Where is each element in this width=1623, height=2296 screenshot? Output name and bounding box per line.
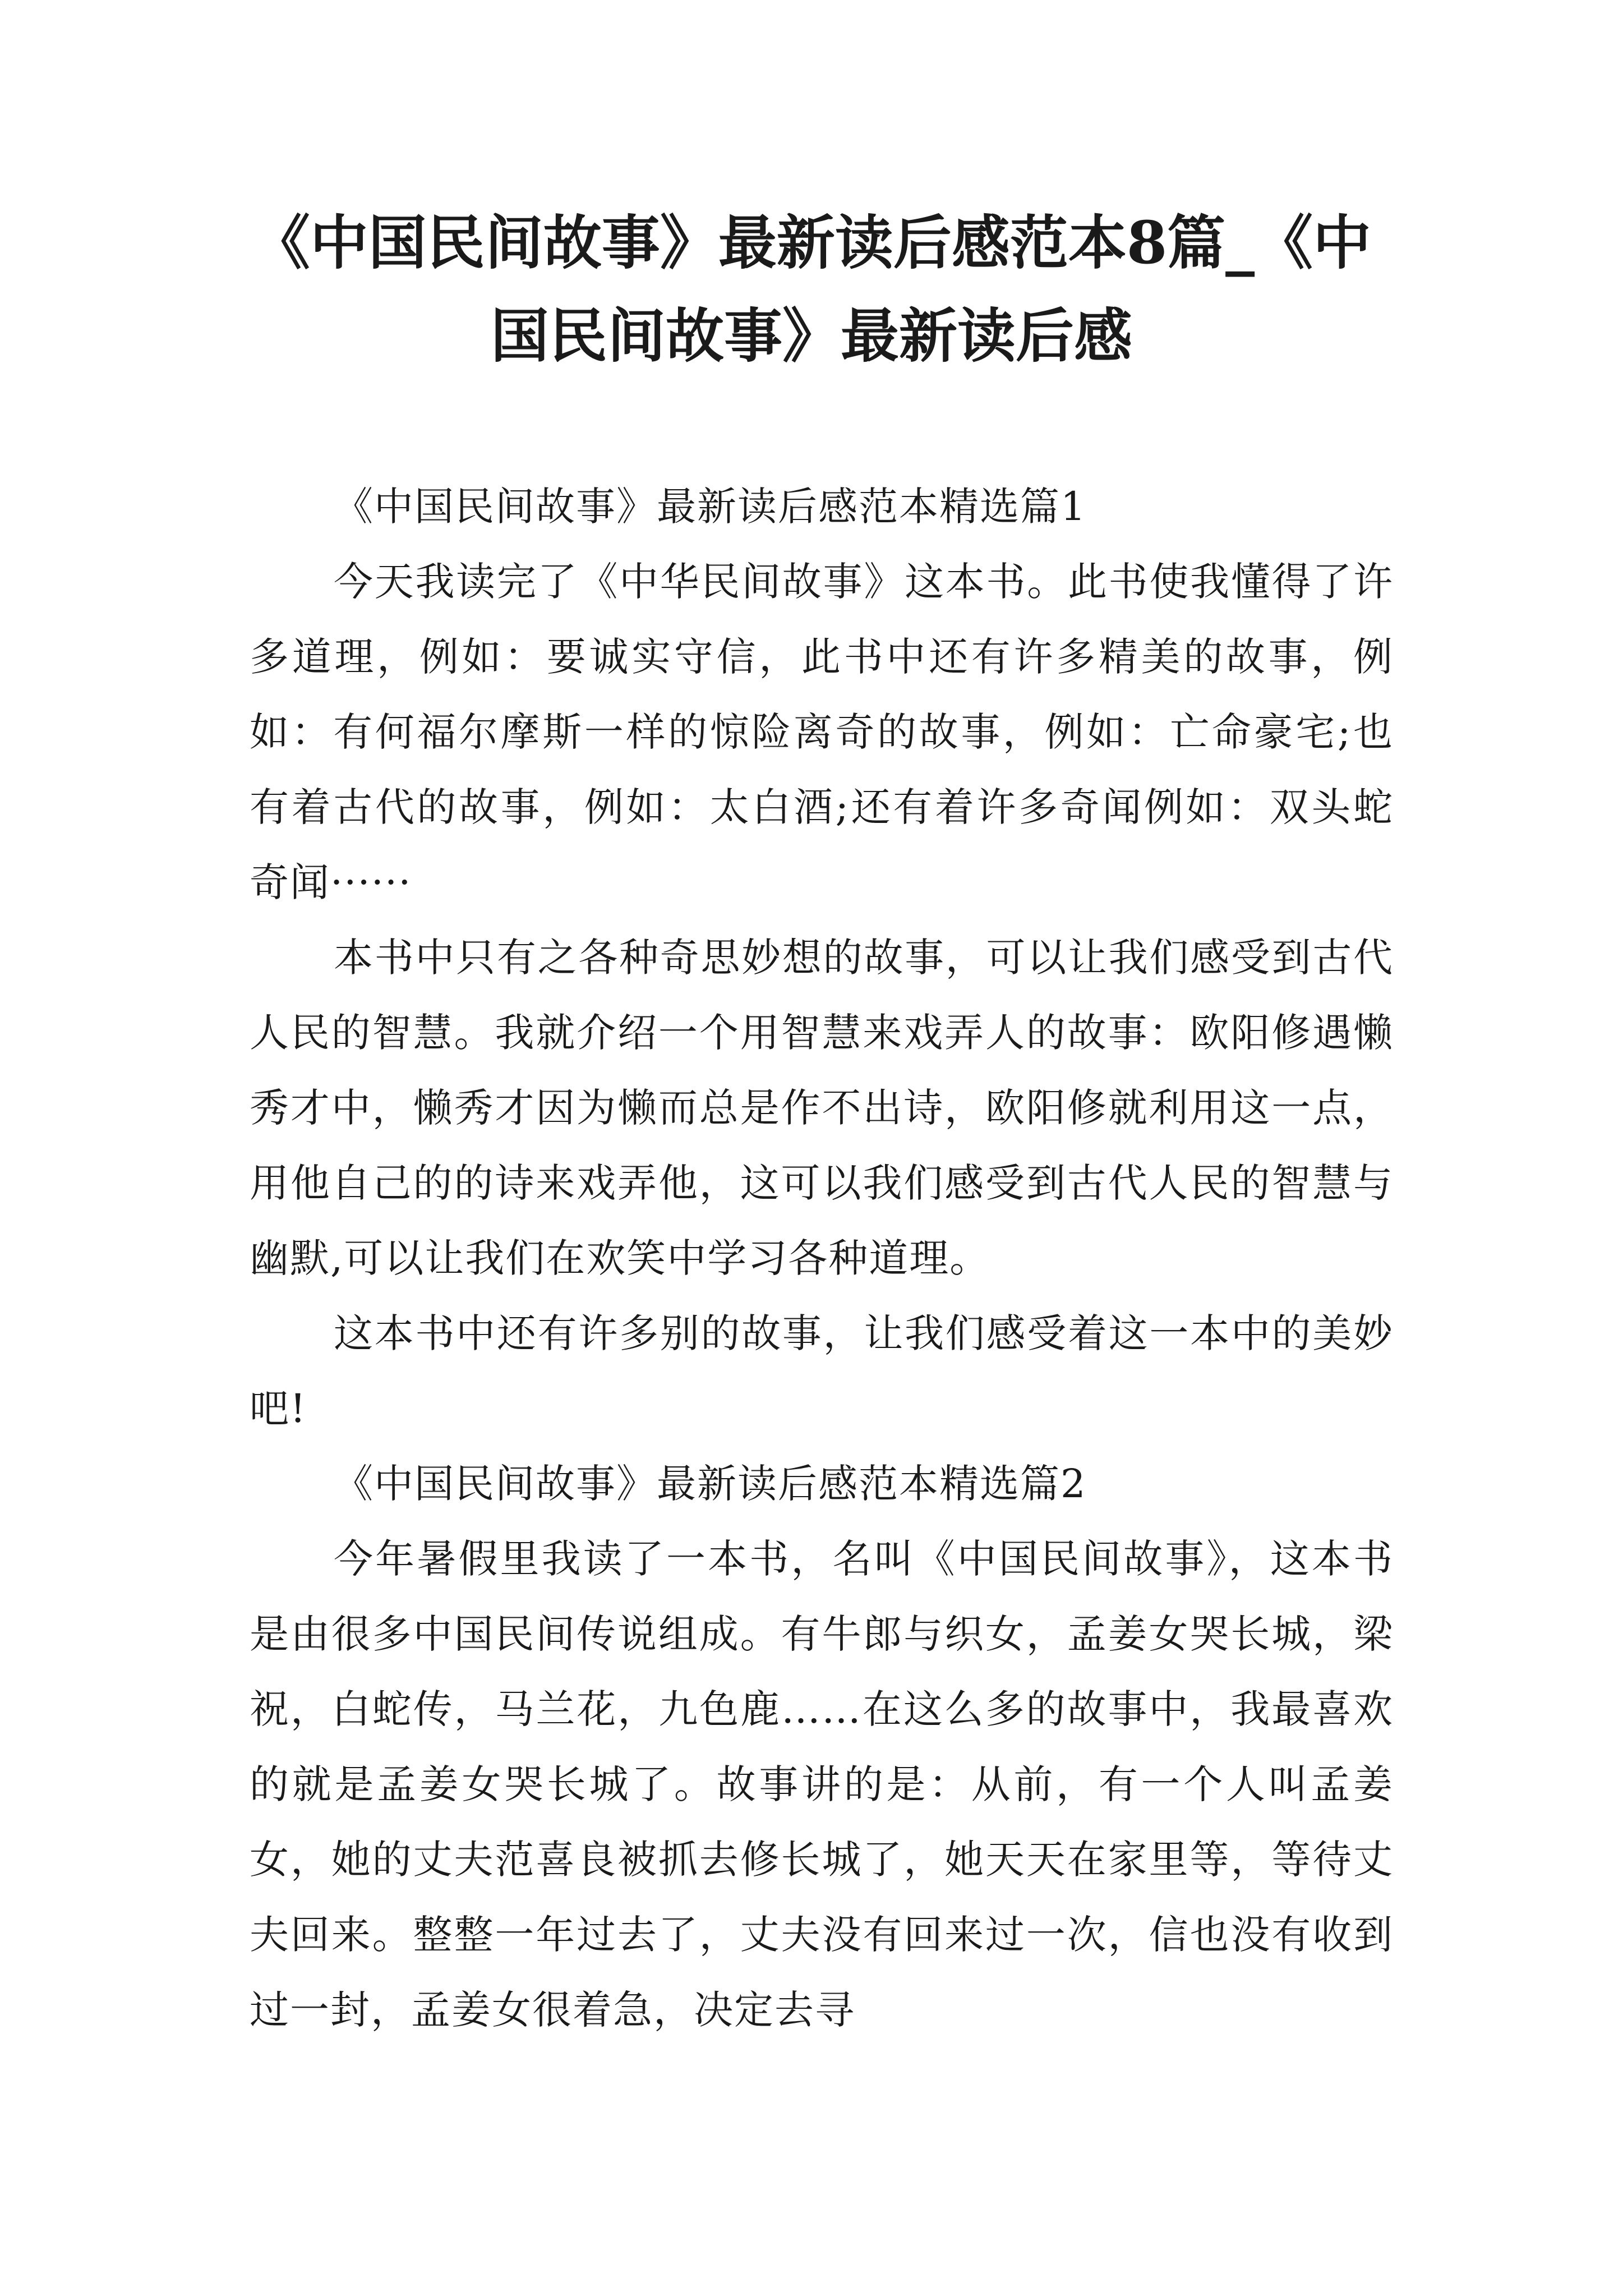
title-line-1: 《中国民间故事》最新读后感范本8篇_《中: [251, 208, 1372, 277]
section-heading-2: 《中国民间故事》最新读后感范本精选篇2: [334, 1461, 1087, 1507]
title-line-2: 国民间故事》最新读后感: [490, 301, 1132, 370]
paragraph: 这本书中还有许多别的故事，让我们感受着这一本中的美妙吧!: [250, 1310, 1394, 1432]
paragraph: 今天我读完了《中华民间故事》这本书。此书使我懂得了许多道理，例如：要诚实守信，此书中还有许多精美的故事，例如：有何福尔摩斯一样的惊险离奇的故事，例如：亡命豪宅;也有着古代的故事，例如：太白酒;还有着许多奇闻例如：双头蛇奇闻······: [250, 559, 1394, 905]
paragraph: 今年暑假里我读了一本书，名叫《中国民间故事》，这本书是由很多中国民间传说组成。有牛郎与织女，孟姜女哭长城，梁祝，白蛇传，马兰花，九色鹿……在这么多的故事中，我最喜欢的就是孟姜女哭长城了。故事讲的是：从前，有一个人叫孟姜女，她的丈夫范喜良被抓去修长城了，她天天在家里等，等待丈夫回来。整整一年过去了，丈夫没有回来过一次，信也没有收到过一封，孟姜女很着急，决定去寻: [250, 1536, 1394, 2033]
document-body: [250, 469, 1394, 2047]
section-heading-1: 《中国民间故事》最新读后感范本精选篇1: [334, 484, 1087, 530]
document-title: [224, 196, 1399, 383]
paragraph: 本书中只有之各种奇思妙想的故事，可以让我们感受到古代人民的智慧。我就介绍一个用智慧来戏弄人的故事：欧阳修遇懒秀才中，懒秀才因为懒而总是作不出诗，欧阳修就利用这一点，用他自己的的诗来戏弄他，这可以我们感受到古代人民的智慧与幽默,可以让我们在欢笑中学习各种道理。: [250, 935, 1394, 1281]
